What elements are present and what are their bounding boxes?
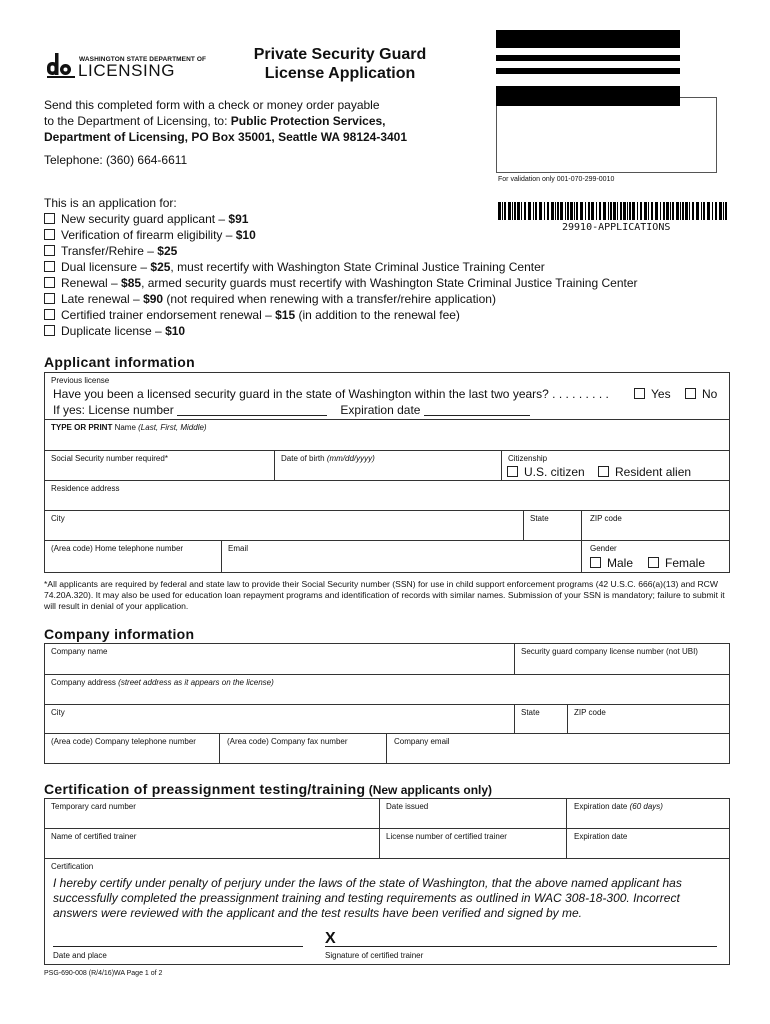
name-field[interactable]: TYPE OR PRINT Name (Last, First, Middle) xyxy=(44,420,730,451)
ssn-label: Social Security number required* xyxy=(51,454,168,463)
trainer-expiration-label: Expiration date xyxy=(574,832,628,841)
application-type-list: This is an application for: New security guard applicant – $91 Verification of firearm eligibility – $10 Transfer/Rehire – $25 Dual licensure – $25, must recertify with Washington State Criminal Justice Training Center Renewal – $85, armed security guards must recertify with Washington State Criminal Justice Training Center Late renewal – $90 (not required when renewing with a transfer/rehire application) Certified trainer endorsement renewal – $15 (in addition to the renewal fee) Duplicate license – $10 xyxy=(44,196,638,338)
phone-email-gender-row: (Area code) Home telephone number Email Gender Male Female xyxy=(44,541,730,573)
form-id: PSG-690-008 (R/4/16)WA Page 1 of 2 xyxy=(44,970,163,977)
company-license-label: Security guard company license number (not UBI) xyxy=(521,647,698,656)
application-option-checkbox[interactable] xyxy=(44,277,55,288)
dob-label: Date of birth (mm/dd/yyyy) xyxy=(281,454,375,463)
barcode-text: 29910-APPLICATIONS xyxy=(562,222,671,233)
company-contact-row xyxy=(44,734,730,764)
temp-card-row xyxy=(44,798,730,829)
company-city-label: City xyxy=(51,708,65,717)
mailing-instructions: Send this completed form with a check or money order payable to the Department of Licensing, to: Public Protection Services, Department of Licensing, PO Box 35001, Seattle WA 98124-3401 xyxy=(44,98,408,144)
temp-card-label: Temporary card number xyxy=(51,802,136,811)
application-option: Certified trainer endorsement renewal – $15 (in addition to the renewal fee) xyxy=(44,307,638,323)
certification-statement: I hereby certify under penalty of perjury under the laws of the state of Washington, that the above named applicant has successfully completed the preassignment training and testing requirements as outlined in WAC 308-18-300. Incorrect answers were reviewed with the applicant and the test results have been verified and signed by me. xyxy=(53,876,682,920)
company-city-state-zip-row xyxy=(44,705,730,734)
previous-license-question: Have you been a licensed security guard in the state of Washington within the last two years? . . . . . . . . . xyxy=(53,387,609,401)
company-name-row xyxy=(44,643,730,675)
application-option-checkbox[interactable] xyxy=(44,245,55,256)
ssn-dob-row: Social Security number required* Date of birth (mm/dd/yyyy) Citizenship U.S. citizen Resident alien xyxy=(44,451,730,481)
resident-alien-checkbox[interactable] xyxy=(598,466,609,477)
trainer-row xyxy=(44,829,730,859)
female-checkbox[interactable] xyxy=(648,557,659,568)
signature-line[interactable] xyxy=(325,946,717,947)
residence-address-field[interactable]: Residence address xyxy=(44,481,730,511)
agency-name-main: LICENSING xyxy=(78,61,176,80)
validation-bars-icon xyxy=(496,30,680,108)
company-email-label: Company email xyxy=(394,737,450,746)
dol-logo-icon xyxy=(47,52,75,78)
city-label: City xyxy=(51,514,65,523)
application-option-checkbox[interactable] xyxy=(44,229,55,240)
application-option-checkbox[interactable] xyxy=(44,325,55,336)
telephone: Telephone: (360) 664-6611 xyxy=(44,153,188,167)
trainer-name-label: Name of certified trainer xyxy=(51,832,137,841)
previous-license-label: Previous license xyxy=(51,376,110,385)
expiration-date-field[interactable] xyxy=(424,405,530,416)
date-place-line[interactable] xyxy=(53,946,303,947)
state-label: State xyxy=(530,514,549,523)
certification-label: Certification xyxy=(51,862,94,871)
applicant-heading: Applicant information xyxy=(44,354,195,370)
signature-x-mark: X xyxy=(325,930,336,947)
application-option: Late renewal – $90 (not required when renewing with a transfer/rehire application) xyxy=(44,291,638,307)
citizenship-label: Citizenship xyxy=(508,454,548,463)
agency-name-top: WASHINGTON STATE DEPARTMENT OF xyxy=(79,56,207,63)
validation-label: For validation only 001-070-299-0010 xyxy=(498,176,615,183)
prev-license-yes-checkbox[interactable] xyxy=(634,388,645,399)
company-heading: Company information xyxy=(44,626,195,642)
email-label: Email xyxy=(228,544,249,553)
application-option: Verification of firearm eligibility – $10 xyxy=(44,227,638,243)
trainer-license-label: License number of certified trainer xyxy=(386,832,507,841)
application-option: Transfer/Rehire – $25 xyxy=(44,243,638,259)
application-option: Renewal – $85, armed security guards must recertify with Washington State Criminal Justice Training Center xyxy=(44,275,638,291)
application-option: Duplicate license – $10 xyxy=(44,323,638,339)
zip-label: ZIP code xyxy=(590,514,622,523)
application-option: Dual licensure – $25, must recertify with Washington State Criminal Justice Training Center xyxy=(44,259,638,275)
application-option-checkbox[interactable] xyxy=(44,261,55,272)
application-option-checkbox[interactable] xyxy=(44,309,55,320)
license-number-field[interactable] xyxy=(177,405,327,416)
signature-label: Signature of certified trainer xyxy=(325,951,424,960)
city-state-zip-row xyxy=(44,511,730,541)
application-option: New security guard applicant – $91 xyxy=(44,211,638,227)
certification-section xyxy=(44,859,730,965)
application-option-checkbox[interactable] xyxy=(44,213,55,224)
application-option-checkbox[interactable] xyxy=(44,293,55,304)
company-zip-label: ZIP code xyxy=(574,708,606,717)
home-phone-label: (Area code) Home telephone number xyxy=(51,544,184,553)
previous-license-section: Previous license Have you been a licensed security guard in the state of Washington within the last two years? . . . . . . . . . Yes No If yes: License number Expiration date xyxy=(44,372,730,420)
male-checkbox[interactable] xyxy=(590,557,601,568)
form-title: Private Security Guard License Application xyxy=(253,46,427,82)
company-phone-label: (Area code) Company telephone number xyxy=(51,737,196,746)
expiration-60-label: Expiration date (60 days) xyxy=(574,802,663,811)
company-state-label: State xyxy=(521,708,540,717)
company-name-label: Company name xyxy=(51,647,108,656)
prev-license-no-checkbox[interactable] xyxy=(685,388,696,399)
date-place-label: Date and place xyxy=(53,951,107,960)
certification-heading: Certification of preassignment testing/training (New applicants only) xyxy=(44,781,493,797)
validation-box xyxy=(496,97,717,173)
company-address-field[interactable]: Company address (street address as it appears on the license) xyxy=(44,675,730,705)
us-citizen-checkbox[interactable] xyxy=(507,466,518,477)
company-fax-label: (Area code) Company fax number xyxy=(227,737,348,746)
date-issued-label: Date issued xyxy=(386,802,429,811)
ssn-footnote: *All applicants are required by federal and state law to provide their Social Security number (SSN) for use in child support enforcement programs (42 U.S.C. 666(a)(13) and RCW 74.20A.320). It may also be used for education loan repayment programs and identification of records with similar names. Submission of your SSN is mandatory; failure to submit it will result in denial of your application. xyxy=(44,579,725,611)
gender-label: Gender xyxy=(590,544,617,553)
